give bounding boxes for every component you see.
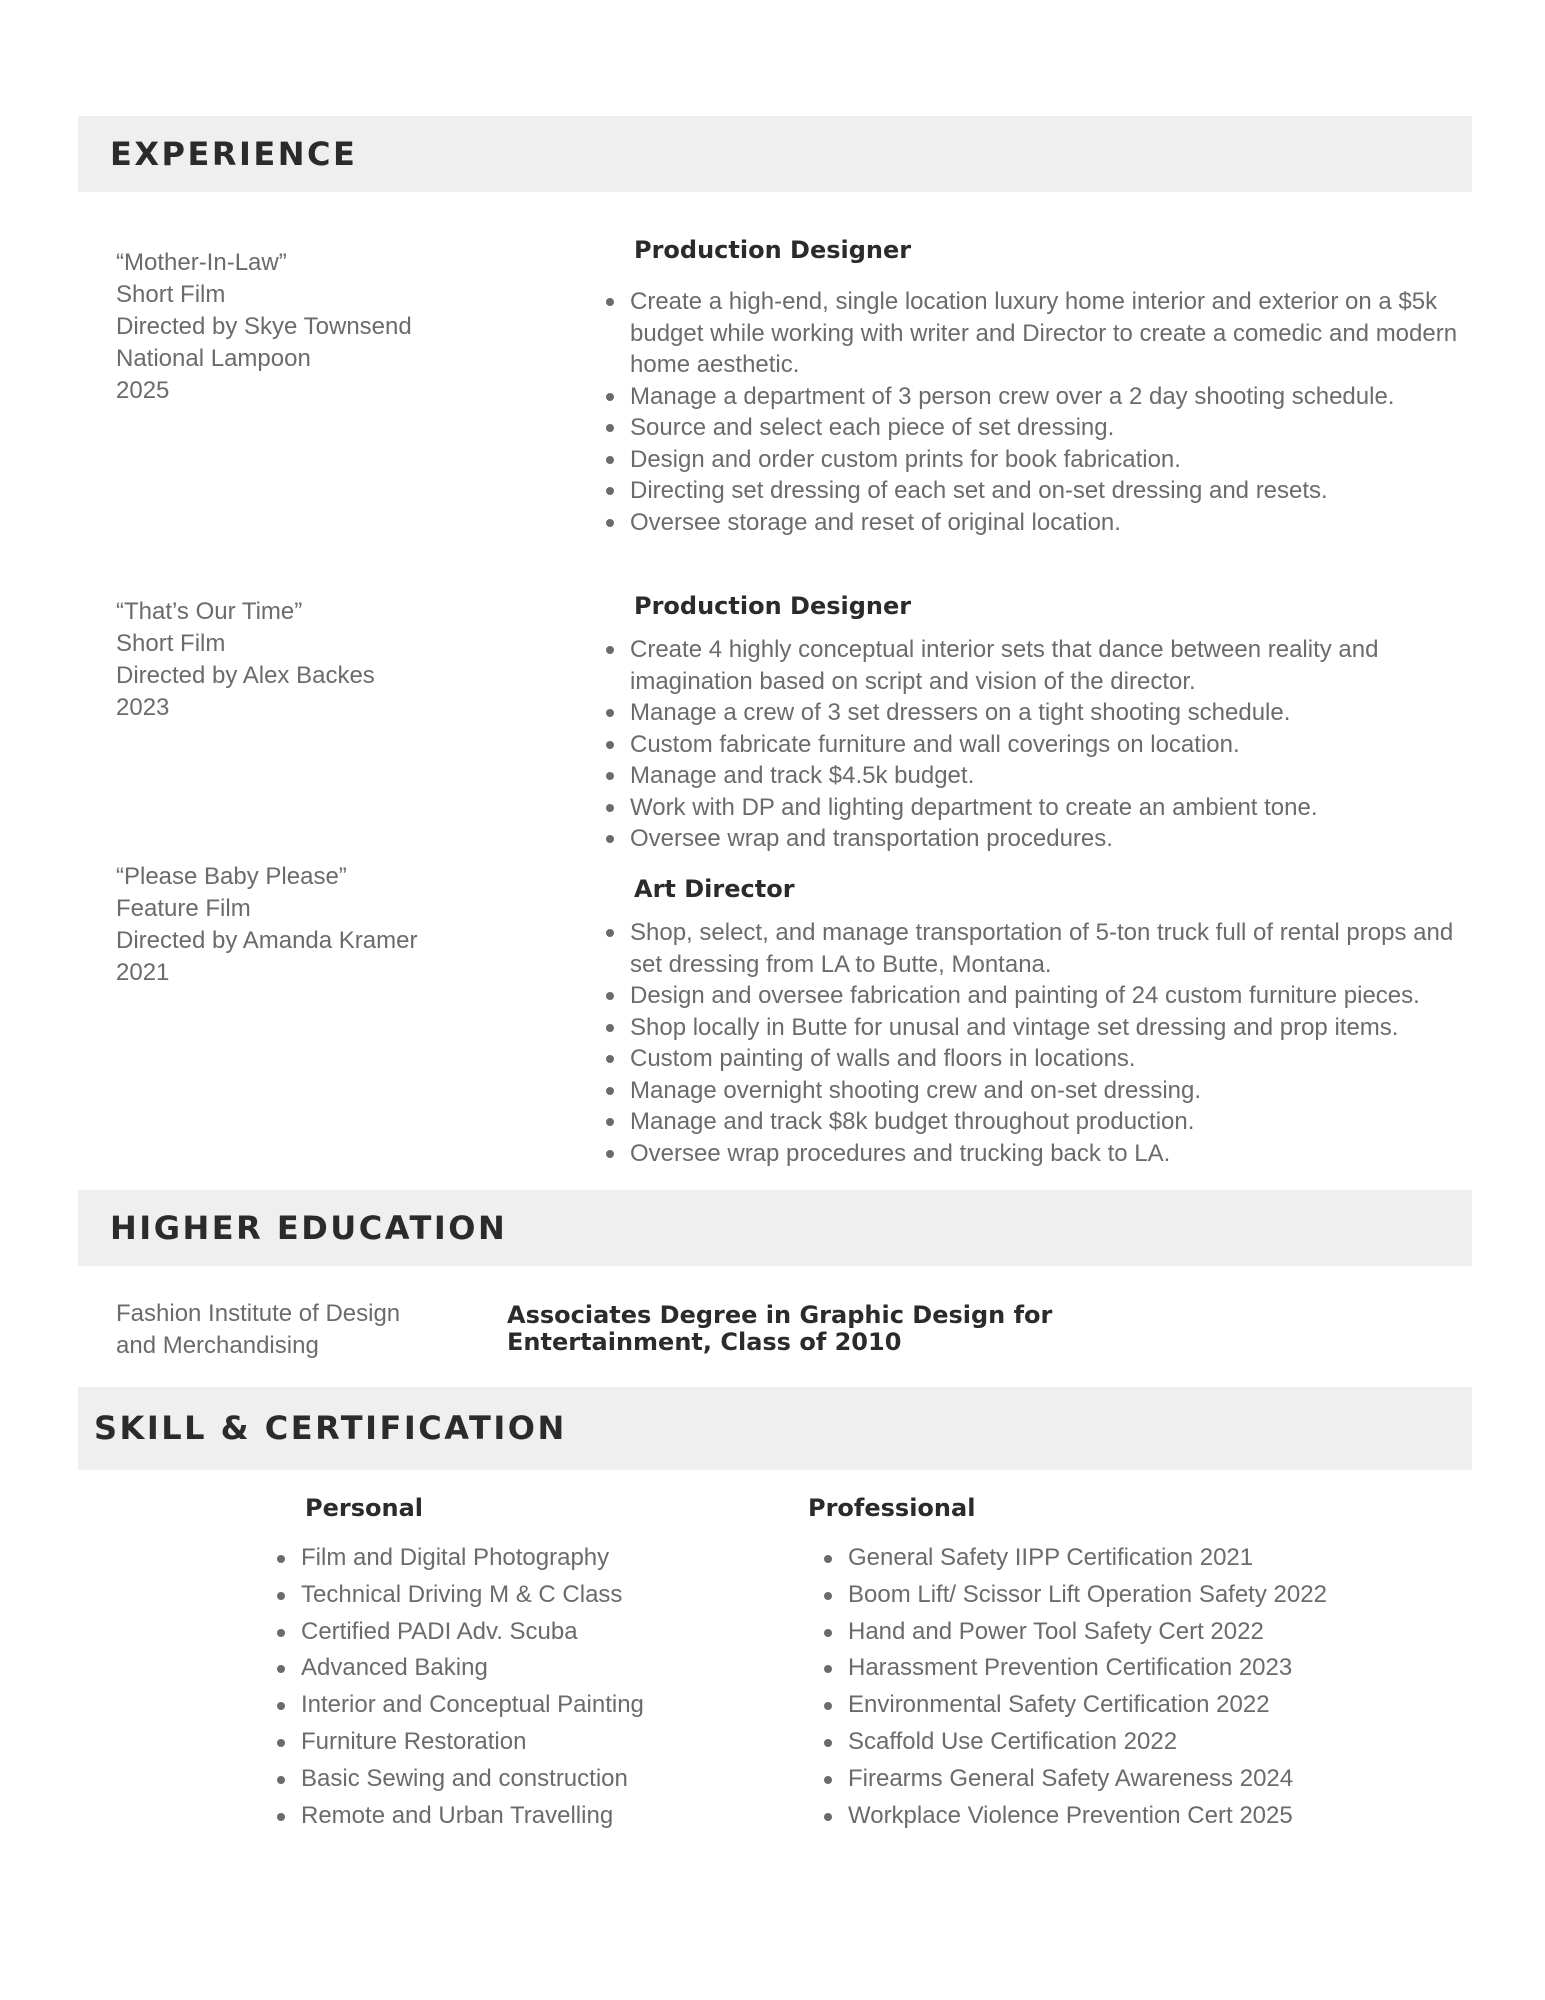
bullet-dot-icon bbox=[606, 709, 614, 717]
job-2-type: Short Film bbox=[116, 630, 226, 657]
education-section-header bbox=[78, 1190, 1472, 1266]
list-item: Design and oversee fabrication and painting of 24 custom furniture pieces. bbox=[630, 980, 1470, 1012]
bullet-dot-icon bbox=[606, 646, 614, 654]
list-item: Furniture Restoration bbox=[301, 1724, 644, 1761]
list-item: Shop, select, and manage transportation of 5-ton truck full of rental props and set dressing from LA to Butte, Montana. bbox=[630, 917, 1470, 980]
list-item: Manage overnight shooting crew and on-set dressing. bbox=[630, 1075, 1470, 1107]
job-2-role: Production Designer bbox=[634, 592, 912, 620]
bullet-dot-icon bbox=[824, 1776, 832, 1784]
school-line-1: Fashion Institute of Design bbox=[116, 1300, 401, 1327]
list-item: Manage a department of 3 person crew over a 2 day shooting schedule. bbox=[630, 381, 1470, 413]
bullet-dot-icon bbox=[606, 741, 614, 749]
bullet-dot-icon bbox=[824, 1592, 832, 1600]
job-3-director: Directed by Amanda Kramer bbox=[116, 927, 418, 954]
job-3-year: 2021 bbox=[116, 959, 170, 986]
bullet-dot-icon bbox=[277, 1555, 285, 1563]
degree-line-2: Entertainment, Class of 2010 bbox=[507, 1328, 902, 1356]
skills-section-header bbox=[78, 1387, 1472, 1470]
list-item: Scaffold Use Certification 2022 bbox=[848, 1724, 1327, 1761]
bullet-dot-icon bbox=[824, 1702, 832, 1710]
bullet-dot-icon bbox=[824, 1813, 832, 1821]
bullet-dot-icon bbox=[824, 1629, 832, 1637]
list-item: Directing set dressing of each set and on-set dressing and resets. bbox=[630, 475, 1470, 507]
personal-skills-list bbox=[301, 1540, 644, 1834]
bullet-dot-icon bbox=[606, 1118, 614, 1126]
list-item: Technical Driving M & C Class bbox=[301, 1577, 644, 1614]
list-item: Certified PADI Adv. Scuba bbox=[301, 1614, 644, 1651]
bullet-dot-icon bbox=[606, 519, 614, 527]
list-item: Manage and track $8k budget throughout production. bbox=[630, 1106, 1470, 1138]
bullet-dot-icon bbox=[277, 1776, 285, 1784]
bullet-dot-icon bbox=[824, 1555, 832, 1563]
education-heading: HIGHER EDUCATION bbox=[110, 1209, 508, 1247]
bullet-dot-icon bbox=[606, 487, 614, 495]
job-1-studio: National Lampoon bbox=[116, 345, 311, 372]
bullet-dot-icon bbox=[277, 1629, 285, 1637]
list-item: Manage and track $4.5k budget. bbox=[630, 760, 1470, 792]
list-item: Create a high-end, single location luxury home interior and exterior on a $5k budget while working with writer and Director to create a comedic and modern home aesthetic. bbox=[630, 286, 1470, 381]
list-item: Basic Sewing and construction bbox=[301, 1761, 644, 1798]
list-item: Custom painting of walls and floors in locations. bbox=[630, 1043, 1470, 1075]
bullet-dot-icon bbox=[277, 1813, 285, 1821]
education-degree bbox=[507, 1302, 1067, 1356]
job-3-title: “Please Baby Please” bbox=[116, 863, 347, 890]
list-item: Firearms General Safety Awareness 2024 bbox=[848, 1761, 1327, 1798]
list-item: Work with DP and lighting department to create an ambient tone. bbox=[630, 792, 1470, 824]
bullet-dot-icon bbox=[606, 992, 614, 1000]
job-1-year: 2025 bbox=[116, 377, 170, 404]
list-item: Oversee storage and reset of original location. bbox=[630, 507, 1470, 539]
experience-section-header bbox=[78, 116, 1472, 192]
list-item: Create 4 highly conceptual interior sets that dance between reality and imagination based on script and vision of the director. bbox=[630, 634, 1470, 697]
list-item: Interior and Conceptual Painting bbox=[301, 1687, 644, 1724]
list-item: Film and Digital Photography bbox=[301, 1540, 644, 1577]
job-3-bullets bbox=[630, 917, 1470, 1169]
experience-heading: EXPERIENCE bbox=[110, 135, 358, 173]
job-3-role: Art Director bbox=[634, 875, 795, 903]
job-2-director: Directed by Alex Backes bbox=[116, 662, 375, 689]
job-2-meta bbox=[116, 596, 375, 724]
bullet-dot-icon bbox=[606, 298, 614, 306]
list-item: Workplace Violence Prevention Cert 2025 bbox=[848, 1798, 1327, 1835]
bullet-dot-icon bbox=[824, 1739, 832, 1747]
education-school bbox=[116, 1298, 436, 1362]
bullet-dot-icon bbox=[277, 1739, 285, 1747]
job-1-director: Directed by Skye Townsend bbox=[116, 313, 412, 340]
list-item: Source and select each piece of set dressing. bbox=[630, 412, 1470, 444]
list-item: Oversee wrap and transportation procedures. bbox=[630, 823, 1470, 855]
bullet-dot-icon bbox=[277, 1592, 285, 1600]
job-2-year: 2023 bbox=[116, 694, 170, 721]
bullet-dot-icon bbox=[606, 424, 614, 432]
bullet-dot-icon bbox=[277, 1702, 285, 1710]
bullet-dot-icon bbox=[606, 456, 614, 464]
degree-line-1: Associates Degree in Graphic Design for bbox=[507, 1301, 1053, 1329]
bullet-dot-icon bbox=[606, 393, 614, 401]
list-item: Boom Lift/ Scissor Lift Operation Safety 2022 bbox=[848, 1577, 1327, 1614]
list-item: Hand and Power Tool Safety Cert 2022 bbox=[848, 1614, 1327, 1651]
job-1-title: “Mother-In-Law” bbox=[116, 249, 287, 276]
list-item: General Safety IIPP Certification 2021 bbox=[848, 1540, 1327, 1577]
list-item: Oversee wrap procedures and trucking back to LA. bbox=[630, 1138, 1470, 1170]
bullet-dot-icon bbox=[824, 1665, 832, 1673]
bullet-dot-icon bbox=[606, 1055, 614, 1063]
bullet-dot-icon bbox=[277, 1665, 285, 1673]
job-1-bullets bbox=[630, 286, 1470, 538]
job-2-bullets bbox=[630, 634, 1470, 855]
bullet-dot-icon bbox=[606, 835, 614, 843]
list-item: Design and order custom prints for book fabrication. bbox=[630, 444, 1470, 476]
bullet-dot-icon bbox=[606, 1150, 614, 1158]
job-1-role: Production Designer bbox=[634, 236, 912, 264]
school-line-2: and Merchandising bbox=[116, 1332, 319, 1359]
list-item: Remote and Urban Travelling bbox=[301, 1798, 644, 1835]
list-item: Custom fabricate furniture and wall coverings on location. bbox=[630, 729, 1470, 761]
bullet-dot-icon bbox=[606, 1087, 614, 1095]
job-3-type: Feature Film bbox=[116, 895, 251, 922]
personal-skills-heading: Personal bbox=[305, 1494, 423, 1522]
job-3-meta bbox=[116, 861, 417, 989]
list-item: Environmental Safety Certification 2022 bbox=[848, 1687, 1327, 1724]
job-1-type: Short Film bbox=[116, 281, 226, 308]
bullet-dot-icon bbox=[606, 772, 614, 780]
job-2-title: “That’s Our Time” bbox=[116, 598, 303, 625]
list-item: Manage a crew of 3 set dressers on a tight shooting schedule. bbox=[630, 697, 1470, 729]
bullet-dot-icon bbox=[606, 929, 614, 937]
bullet-dot-icon bbox=[606, 804, 614, 812]
professional-skills-list bbox=[848, 1540, 1327, 1834]
list-item: Harassment Prevention Certification 2023 bbox=[848, 1650, 1327, 1687]
skills-heading: SKILL & CERTIFICATION bbox=[94, 1409, 567, 1447]
job-1-meta bbox=[116, 247, 412, 407]
list-item: Advanced Baking bbox=[301, 1650, 644, 1687]
professional-skills-heading: Professional bbox=[808, 1494, 976, 1522]
bullet-dot-icon bbox=[606, 1024, 614, 1032]
list-item: Shop locally in Butte for unusal and vintage set dressing and prop items. bbox=[630, 1012, 1470, 1044]
